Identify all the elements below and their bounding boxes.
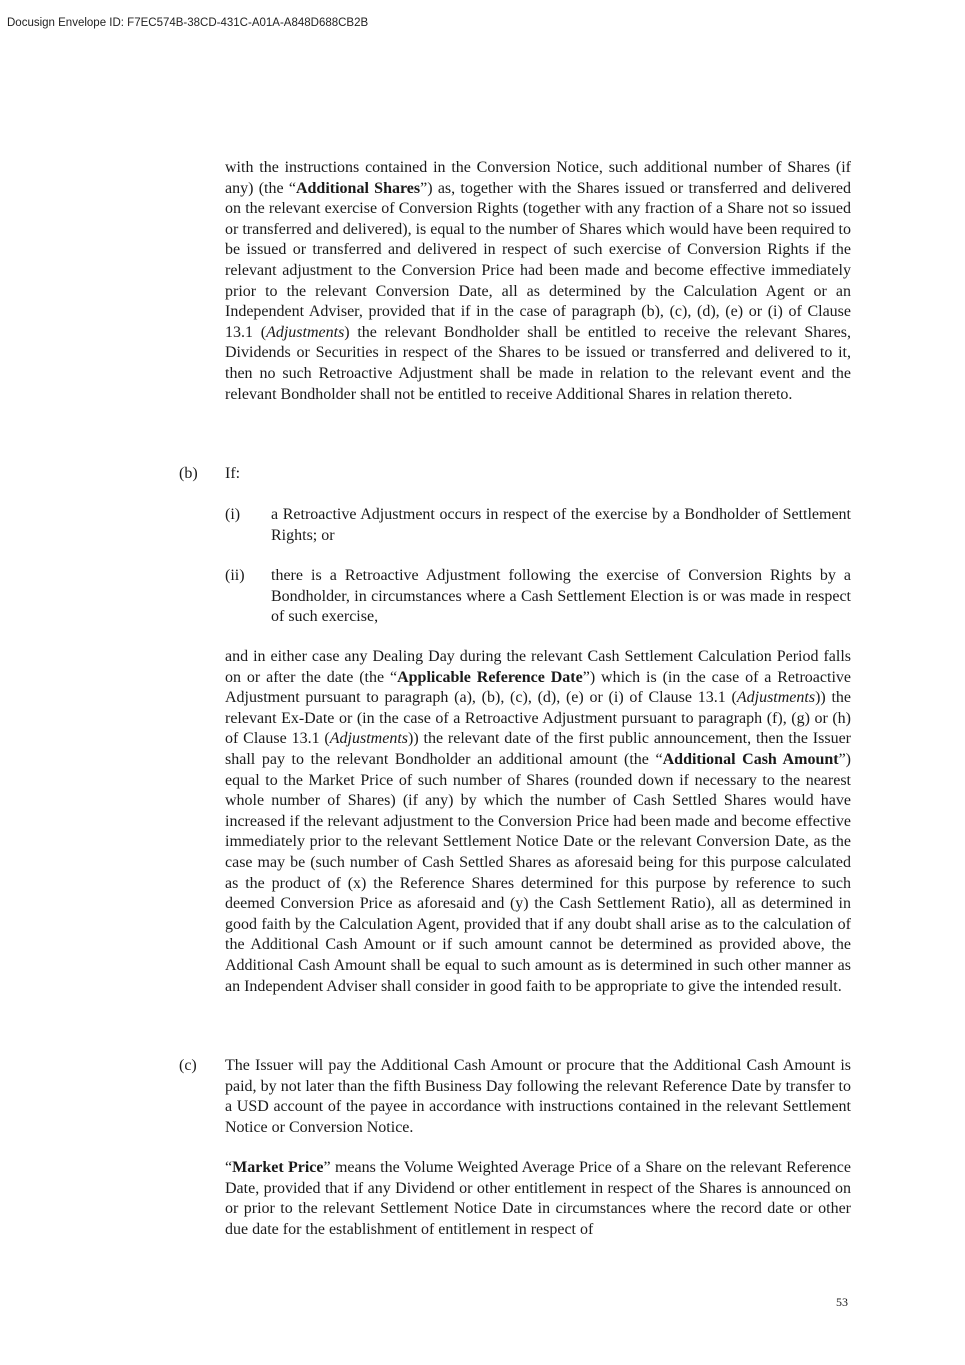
sub-item-text: there is a Retroactive Adjustment following the exercise of Conversion Rights by a Bondholder, in circumstances where a Cash Settlement Election is or was made in respect of such exercise, (271, 567, 851, 626)
sub-item-label: (i) (225, 506, 241, 523)
continuation-paragraph: with the instructions contained in the Conversion Notice, such additional number of Shares (if any) (the “Additional Shares”) as, together with the Shares issued or transferred and delivered on the relevant exercise of Conversion Rights (together with any fraction of a Share not so issued or transferred and delivered), is equal to the number of Shares which would have been required to be issued or transferred and delivered in respect of such exercise of Conversion Rights if the relevant adjustment to the Conversion Price had been made and become effective immediately prior to the relevant Conversion Date, all as determined by the Calculation Agent or an Independent Adviser, provided that if in the case of paragraph (b), (c), (d), (e) or (i) of Clause 13.1 (Adjustments) the relevant Bondholder shall be entitled to receive the relevant Shares, Dividends or Securities in respect of the Shares to be issued or transferred and delivered to it, then no such Retroactive Adjustment shall be made in relation to the relevant event and the relevant Bondholder shall not be entitled to receive Additional Shares in relation thereto. (225, 159, 852, 403)
para-c-text: The Issuer will pay the Additional Cash Amount or procure that the Additional Cash Amount is paid, by not later than the fifth Business Day following the relevant Reference Date by transfer to a USD account of the payee in accordance with instructions contained in the relevant Settlement Notice or Conversion Notice. (225, 1057, 851, 1136)
sub-item-label: (ii) (225, 567, 245, 584)
envelope-id: Docusign Envelope ID: F7EC574B-38CD-431C-A01A-A848D688CB2B (7, 17, 369, 29)
sub-item-text: a Retroactive Adjustment occurs in respect of the exercise by a Bondholder of Settlement Rights; or (271, 506, 851, 544)
page-number: 53 (836, 1295, 848, 1309)
market-price-definition: “Market Price” means the Volume Weighted Average Price of a Share on the relevant Reference Date, provided that if any Dividend or other entitlement in respect of the Shares is announced on or prior to the relevant Settlement Notice Date in circumstances where the record date or other due date for the establishment of entitlement in respect of (225, 1159, 851, 1238)
para-b-label: (b) (179, 465, 198, 482)
para-b-body: and in either case any Dealing Day during the relevant Cash Settlement Calculation Period falls on or after the date (the “Applicable Reference Date”) which is (in the case of a Retroactive Adjustment pursuant to paragraph (a), (b), (c), (d), (e) or (i) of Clause 13.1 (Adjustments)) the relevant Ex-Date or (in the case of a Retroactive Adjustment pursuant to paragraph (f), (g) or (h) of Clause 13.1 (Adjustments)) the relevant date of the first public announcement, then the Issuer shall pay to the relevant Bondholder an additional amount (the “Additional Cash Amount”) equal to the Market Price of such number of Shares (rounded down if necessary to the nearest whole number of Shares) (if any) by which the number of Cash Settled Shares would have increased if the relevant adjustment to the Conversion Price had been made and become effective immediately prior to the relevant Settlement Notice Date or the relevant Conversion Date, as the case may be (such number of Cash Settled Shares as aforesaid being for this purpose calculated as the product of (x) the Reference Shares determined for this purpose by reference to such deemed Conversion Price as aforesaid and (y) the Cash Settlement Ratio), all as determined in good faith by the Calculation Agent, provided that if any doubt shall arise as to the calculation of the Additional Cash Amount or if such amount cannot be determined as provided above, the Additional Cash Amount shall be equal to such amount as is determined in such other manner as an Independent Adviser shall consider in good faith to be appropriate to give the intended result. (225, 648, 852, 995)
para-b-intro: If: (225, 465, 241, 482)
para-c-label: (c) (179, 1057, 197, 1074)
